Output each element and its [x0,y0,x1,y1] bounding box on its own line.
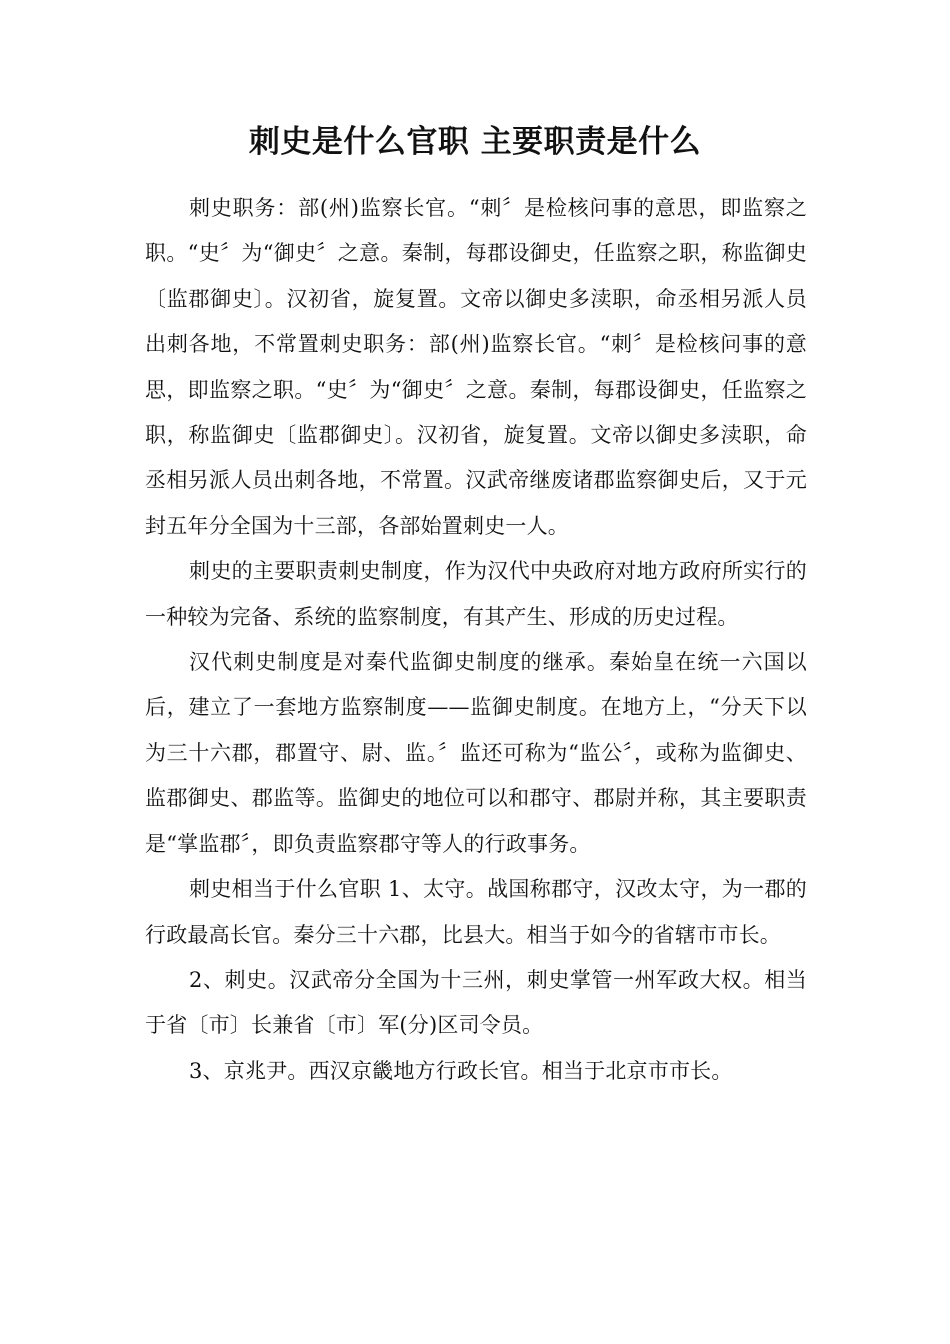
paragraph-item-2: 2、刺史。汉武帝分全国为十三州，刺史掌管一州军政大权。相当于省〔市〕长兼省〔市〕军(分)区司令员。 [145,967,807,1038]
paragraph-item-3: 3、京兆尹。西汉京畿地方行政长官。相当于北京市市长。 [189,1058,733,1083]
paragraph-equivalent-posts: 刺史相当于什么官职 1、太守。战国称郡守，汉改太守，为一郡的行政最高长官。秦分三十六郡，比县大。相当于如今的省辖市市长。 [145,877,807,947]
paragraph-qin-heritage: 汉代刺史制度是对秦代监御史制度的继承。秦始皇在统一六国以后，建立了一套地方监察制度——监御史制度。在地方上，“分天下以为三十六郡，郡置守、尉、监。〞监还可称为“监公〞，或称为监御史、监郡御史、郡监等。监御史的地位可以和郡守、郡尉并称，其主要职责是“掌监郡〞，即负责监察郡守等人的行政事务。 [145,650,807,856]
document-title: 刺史是什么官职 主要职责是什么 [248,124,702,160]
paragraph-cishi-duties: 刺史职务：部(州)监察长官。“刺〞是检核问事的意思，即监察之职。“史〞为“御史〞之意。秦制，每郡设御史，任监察之职，称监御史〔监郡御史〕。汉初省，旋复置。文帝以御史多渎职，命丞相另派人员出刺各地，不常置刺史职务：部(州)监察长官。“刺〞是检核问事的意思，即监察之职。“史〞为“御史〞之意。秦制，每郡设御史，任监察之职，称监御史〔监郡御史〕。汉初省，旋复置。文帝以御史多渎职，命丞相另派人员出刺各地，不常置。汉武帝继废诸郡监察御史后，又于元封五年分全国为十三部，各部始置刺史一人。 [145,196,807,538]
paragraph-main-duties: 刺史的主要职责刺史制度，作为汉代中央政府对地方政府所实行的一种较为完备、系统的监察制度，有其产生、形成的历史过程。 [145,559,807,629]
document-body [145,186,807,1094]
